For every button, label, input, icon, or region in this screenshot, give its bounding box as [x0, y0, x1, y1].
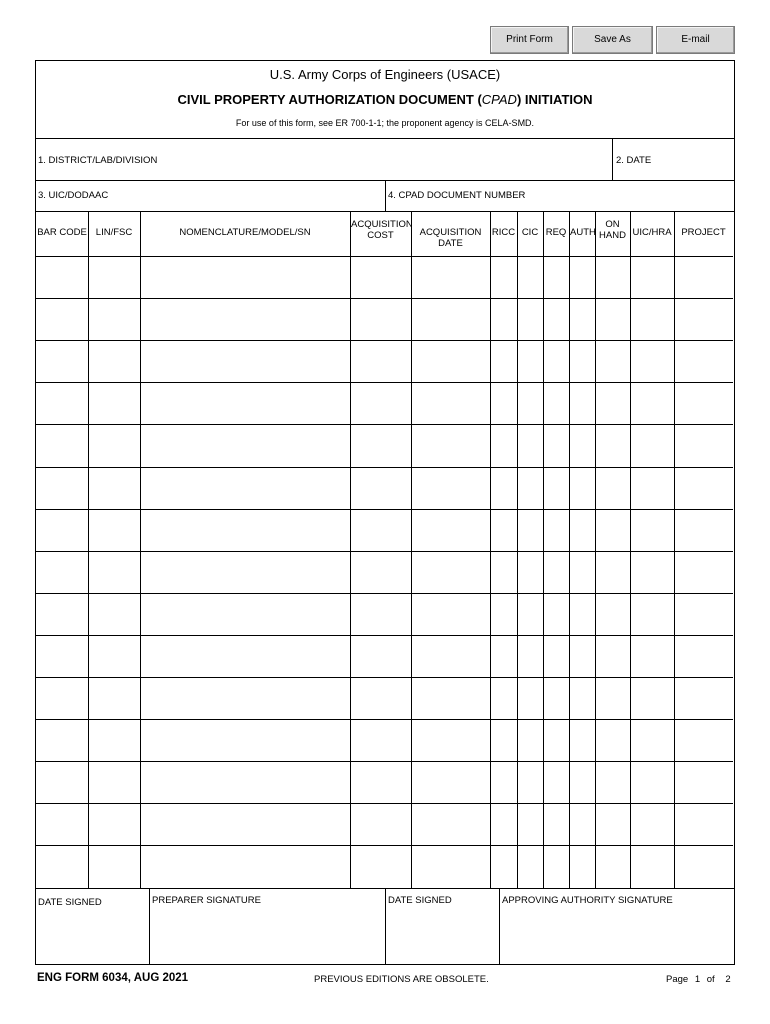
table-cell-input[interactable]	[351, 636, 410, 676]
table-cell-input[interactable]	[570, 299, 594, 339]
table-cell-input[interactable]	[351, 552, 410, 592]
table-cell-input[interactable]	[544, 383, 568, 423]
page-indicator	[666, 974, 731, 985]
obsolete-notice: PREVIOUS EDITIONS ARE OBSOLETE.	[314, 974, 489, 985]
table-cell-input[interactable]	[596, 762, 629, 802]
table-cell-input[interactable]	[37, 425, 87, 465]
table-cell-input[interactable]	[412, 341, 489, 381]
table-cell-input[interactable]	[596, 341, 629, 381]
table-cell-input[interactable]	[596, 678, 629, 718]
table-cell-input[interactable]	[412, 383, 489, 423]
table-cell-input[interactable]	[89, 425, 139, 465]
table-cell-input[interactable]	[351, 804, 410, 844]
table-cell-input[interactable]	[518, 804, 542, 844]
table-cell-input[interactable]	[570, 846, 594, 886]
table-cell-input[interactable]	[89, 341, 139, 381]
table-cell-input[interactable]	[675, 762, 732, 802]
table-cell-input[interactable]	[351, 299, 410, 339]
table-cell-input[interactable]	[570, 636, 594, 676]
table-cell-input[interactable]	[89, 510, 139, 550]
column-header-nomenclature-model-sn: NOMENCLATURE/MODEL/SN	[179, 227, 311, 238]
table-row	[36, 845, 733, 887]
table-cell-input[interactable]	[37, 846, 87, 886]
table-cell-input[interactable]	[518, 510, 542, 550]
table-cell-input[interactable]	[570, 383, 594, 423]
table-cell-input[interactable]	[412, 594, 489, 634]
table-cell-input[interactable]	[491, 341, 516, 381]
table-cell-input[interactable]	[596, 720, 629, 760]
table-cell-input[interactable]	[596, 257, 629, 297]
table-cell-input[interactable]	[544, 720, 568, 760]
table-cell-input[interactable]	[412, 299, 489, 339]
table-cell-input[interactable]	[518, 594, 542, 634]
table-cell-input[interactable]	[518, 257, 542, 297]
table-row	[36, 677, 733, 719]
table-cell-input[interactable]	[491, 425, 516, 465]
table-cell-input[interactable]	[675, 425, 732, 465]
table-cell-input[interactable]	[631, 846, 673, 886]
table-row	[36, 298, 733, 340]
column-header-cic: CIC	[521, 227, 539, 238]
table-row	[36, 256, 733, 298]
table-cell-input[interactable]	[351, 341, 410, 381]
table-cell-input[interactable]	[518, 846, 542, 886]
district-lab-division-label: 1. DISTRICT/LAB/DIVISION	[38, 155, 158, 166]
table-row	[36, 551, 733, 593]
table-cell-input[interactable]	[37, 594, 87, 634]
date-signed-preparer-field[interactable]	[36, 911, 148, 963]
table-cell-input[interactable]	[544, 678, 568, 718]
table-cell-input[interactable]	[596, 383, 629, 423]
table-cell-input[interactable]	[631, 468, 673, 508]
table-cell-input[interactable]	[544, 425, 568, 465]
table-cell-input[interactable]	[141, 678, 349, 718]
table-cell-input[interactable]	[596, 846, 629, 886]
table-cell-input[interactable]	[631, 678, 673, 718]
table-cell-input[interactable]	[675, 468, 732, 508]
column-header-project: PROJECT	[681, 227, 726, 238]
date-signed-preparer-label: DATE SIGNED	[38, 897, 102, 908]
table-cell-input[interactable]	[141, 341, 349, 381]
table-cell-input[interactable]	[351, 762, 410, 802]
save-as-button[interactable]: Save As	[572, 26, 653, 54]
approving-authority-signature-label: APPROVING AUTHORITY SIGNATURE	[502, 895, 673, 906]
table-cell-input[interactable]	[675, 383, 732, 423]
table-cell-input[interactable]	[491, 720, 516, 760]
uic-dodaac-label: 3. UIC/DODAAC	[38, 190, 109, 201]
table-cell-input[interactable]	[491, 846, 516, 886]
table-cell-input[interactable]	[518, 383, 542, 423]
table-cell-input[interactable]	[596, 299, 629, 339]
table-cell-input[interactable]	[141, 425, 349, 465]
table-cell-input[interactable]	[544, 552, 568, 592]
table-cell-input[interactable]	[412, 804, 489, 844]
table-cell-input[interactable]	[596, 425, 629, 465]
table-cell-input[interactable]	[675, 510, 732, 550]
table-cell-input[interactable]	[89, 720, 139, 760]
table-cell-input[interactable]	[631, 510, 673, 550]
table-cell-input[interactable]	[631, 552, 673, 592]
email-button[interactable]: E-mail	[656, 26, 735, 54]
column-header-on-hand: ON HAND	[599, 219, 626, 241]
title-part-2: ) INITIATION	[516, 92, 593, 107]
table-cell-input[interactable]	[141, 383, 349, 423]
table-cell-input[interactable]	[675, 594, 732, 634]
table-cell-input[interactable]	[412, 468, 489, 508]
date-signed-approver-field[interactable]	[386, 911, 498, 963]
table-cell-input[interactable]	[141, 762, 349, 802]
column-header-acquisition-cost: ACQUISITION COST	[351, 219, 413, 241]
table-cell-input[interactable]	[544, 341, 568, 381]
table-cell-input[interactable]	[141, 468, 349, 508]
table-cell-input[interactable]	[412, 636, 489, 676]
column-header-acquisition-date: ACQUISITION DATE	[419, 227, 482, 249]
table-cell-input[interactable]	[518, 552, 542, 592]
table-cell-input[interactable]	[631, 636, 673, 676]
table-cell-input[interactable]	[351, 257, 410, 297]
table-cell-input[interactable]	[89, 468, 139, 508]
table-row	[36, 382, 733, 424]
cpad-document-number-field[interactable]	[386, 182, 734, 211]
table-cell-input[interactable]	[675, 341, 732, 381]
table-cell-input[interactable]	[89, 636, 139, 676]
table-cell-input[interactable]	[631, 299, 673, 339]
table-cell-input[interactable]	[37, 383, 87, 423]
table-cell-input[interactable]	[596, 804, 629, 844]
table-cell-input[interactable]	[351, 425, 410, 465]
table-cell-input[interactable]	[141, 804, 349, 844]
table-cell-input[interactable]	[596, 510, 629, 550]
column-header-ricc: RICC	[491, 227, 516, 238]
table-cell-input[interactable]	[596, 552, 629, 592]
form-number: ENG FORM 6034, AUG 2021	[37, 972, 189, 984]
form-title	[36, 92, 734, 107]
print-form-button[interactable]: Print Form	[490, 26, 569, 54]
table-cell-input[interactable]	[141, 636, 349, 676]
table-cell-input[interactable]	[351, 678, 410, 718]
table-row	[36, 761, 733, 803]
table-cell-input[interactable]	[675, 720, 732, 760]
table-cell-input[interactable]	[37, 510, 87, 550]
table-cell-input[interactable]	[37, 762, 87, 802]
table-cell-input[interactable]	[89, 257, 139, 297]
table-cell-input[interactable]	[631, 383, 673, 423]
table-cell-input[interactable]	[631, 425, 673, 465]
table-row	[36, 593, 733, 635]
table-cell-input[interactable]	[412, 846, 489, 886]
table-cell-input[interactable]	[491, 678, 516, 718]
table-cell-input[interactable]	[412, 552, 489, 592]
table-cell-input[interactable]	[37, 678, 87, 718]
table-cell-input[interactable]	[518, 678, 542, 718]
table-cell-input[interactable]	[89, 762, 139, 802]
table-cell-input[interactable]	[570, 594, 594, 634]
table-cell-input[interactable]	[412, 257, 489, 297]
table-cell-input[interactable]	[675, 678, 732, 718]
table-cell-input[interactable]	[89, 804, 139, 844]
table-cell-input[interactable]	[544, 468, 568, 508]
date-signed-approver-label: DATE SIGNED	[388, 895, 452, 906]
table-cell-input[interactable]	[570, 804, 594, 844]
table-cell-input[interactable]	[518, 468, 542, 508]
table-cell-input[interactable]	[570, 468, 594, 508]
table-cell-input[interactable]	[544, 257, 568, 297]
table-cell-input[interactable]	[37, 636, 87, 676]
table-cell-input[interactable]	[89, 678, 139, 718]
table-cell-input[interactable]	[491, 804, 516, 844]
district-lab-division-field[interactable]	[36, 139, 611, 180]
table-cell-input[interactable]	[570, 257, 594, 297]
table-cell-input[interactable]	[544, 804, 568, 844]
approving-authority-signature-field[interactable]	[500, 911, 733, 963]
table-cell-input[interactable]	[491, 552, 516, 592]
table-cell-input[interactable]	[412, 678, 489, 718]
table-cell-input[interactable]	[141, 299, 349, 339]
table-cell-input[interactable]	[491, 299, 516, 339]
table-cell-input[interactable]	[518, 425, 542, 465]
table-row	[36, 803, 733, 845]
table-row	[36, 424, 733, 466]
table-cell-input[interactable]	[544, 510, 568, 550]
table-cell-input[interactable]	[412, 720, 489, 760]
table-cell-input[interactable]	[141, 552, 349, 592]
property-table	[36, 211, 733, 888]
table-cell-input[interactable]	[491, 468, 516, 508]
cpad-document-number-label: 4. CPAD DOCUMENT NUMBER	[388, 190, 526, 201]
table-cell-input[interactable]	[141, 594, 349, 634]
column-header-uic-hra: UIC/HRA	[632, 227, 672, 238]
table-cell-input[interactable]	[518, 720, 542, 760]
table-cell-input[interactable]	[89, 383, 139, 423]
table-cell-input[interactable]	[631, 594, 673, 634]
table-cell-input[interactable]	[491, 257, 516, 297]
table-cell-input[interactable]	[631, 341, 673, 381]
page-current: 1	[694, 974, 701, 985]
table-cell-input[interactable]	[37, 552, 87, 592]
table-cell-input[interactable]	[141, 846, 349, 886]
preparer-signature-label: PREPARER SIGNATURE	[152, 895, 261, 906]
page-of: of	[706, 974, 715, 985]
table-cell-input[interactable]	[37, 257, 87, 297]
table-cell-input[interactable]	[675, 299, 732, 339]
table-cell-input[interactable]	[89, 552, 139, 592]
table-cell-input[interactable]	[37, 720, 87, 760]
table-cell-input[interactable]	[631, 804, 673, 844]
column-header-bar-code: BAR CODE	[37, 227, 87, 238]
page-total: 2	[725, 974, 731, 985]
table-cell-input[interactable]	[491, 636, 516, 676]
uic-dodaac-field[interactable]	[36, 182, 384, 211]
form-frame	[35, 60, 735, 965]
table-cell-input[interactable]	[596, 594, 629, 634]
column-header-req: REQ	[545, 227, 567, 238]
table-cell-input[interactable]	[570, 762, 594, 802]
table-cell-input[interactable]	[631, 762, 673, 802]
table-cell-input[interactable]	[141, 720, 349, 760]
table-cell-input[interactable]	[675, 846, 732, 886]
table-cell-input[interactable]	[570, 678, 594, 718]
table-cell-input[interactable]	[518, 299, 542, 339]
table-cell-input[interactable]	[544, 594, 568, 634]
table-cell-input[interactable]	[675, 552, 732, 592]
table-cell-input[interactable]	[675, 636, 732, 676]
table-cell-input[interactable]	[518, 762, 542, 802]
table-cell-input[interactable]	[518, 341, 542, 381]
usage-note: For use of this form, see ER 700-1-1; the proponent agency is CELA-SMD.	[235, 118, 535, 128]
table-cell-input[interactable]	[412, 510, 489, 550]
table-row	[36, 467, 733, 509]
table-cell-input[interactable]	[631, 720, 673, 760]
table-row	[36, 719, 733, 761]
table-cell-input[interactable]	[491, 383, 516, 423]
table-cell-input[interactable]	[351, 468, 410, 508]
table-cell-input[interactable]	[518, 636, 542, 676]
table-cell-input[interactable]	[351, 846, 410, 886]
table-cell-input[interactable]	[570, 510, 594, 550]
table-cell-input[interactable]	[544, 762, 568, 802]
table-cell-input[interactable]	[89, 299, 139, 339]
column-header-lin-fsc: LIN/FSC	[95, 227, 133, 238]
table-cell-input[interactable]	[544, 299, 568, 339]
table-cell-input[interactable]	[89, 846, 139, 886]
table-cell-input[interactable]	[141, 257, 349, 297]
table-cell-input[interactable]	[412, 425, 489, 465]
table-cell-input[interactable]	[89, 594, 139, 634]
table-cell-input[interactable]	[37, 804, 87, 844]
preparer-signature-field[interactable]	[150, 911, 384, 963]
date-field[interactable]	[613, 139, 734, 180]
table-cell-input[interactable]	[544, 846, 568, 886]
column-header-auth: AUTH	[570, 227, 596, 238]
table-cell-input[interactable]	[675, 257, 732, 297]
agency-name: U.S. Army Corps of Engineers (USACE)	[269, 67, 501, 82]
table-row	[36, 635, 733, 677]
page-label: Page	[666, 974, 689, 985]
table-cell-input[interactable]	[351, 594, 410, 634]
table-cell-input[interactable]	[37, 341, 87, 381]
table-cell-input[interactable]	[351, 383, 410, 423]
table-cell-input[interactable]	[141, 510, 349, 550]
table-cell-input[interactable]	[37, 299, 87, 339]
table-cell-input[interactable]	[37, 468, 87, 508]
table-cell-input[interactable]	[596, 468, 629, 508]
table-cell-input[interactable]	[570, 720, 594, 760]
table-row	[36, 340, 733, 382]
table-cell-input[interactable]	[491, 762, 516, 802]
table-cell-input[interactable]	[596, 636, 629, 676]
table-cell-input[interactable]	[491, 510, 516, 550]
table-row	[36, 509, 733, 551]
title-abbreviation: CPAD	[481, 92, 517, 107]
table-cell-input[interactable]	[675, 804, 732, 844]
title-part-1: CIVIL PROPERTY AUTHORIZATION DOCUMENT (	[177, 92, 482, 107]
table-cell-input[interactable]	[491, 594, 516, 634]
table-cell-input[interactable]	[351, 720, 410, 760]
table-cell-input[interactable]	[412, 762, 489, 802]
date-label: 2. DATE	[616, 155, 652, 166]
table-cell-input[interactable]	[570, 341, 594, 381]
table-cell-input[interactable]	[351, 510, 410, 550]
table-cell-input[interactable]	[570, 425, 594, 465]
table-cell-input[interactable]	[570, 552, 594, 592]
table-cell-input[interactable]	[631, 257, 673, 297]
table-cell-input[interactable]	[544, 636, 568, 676]
